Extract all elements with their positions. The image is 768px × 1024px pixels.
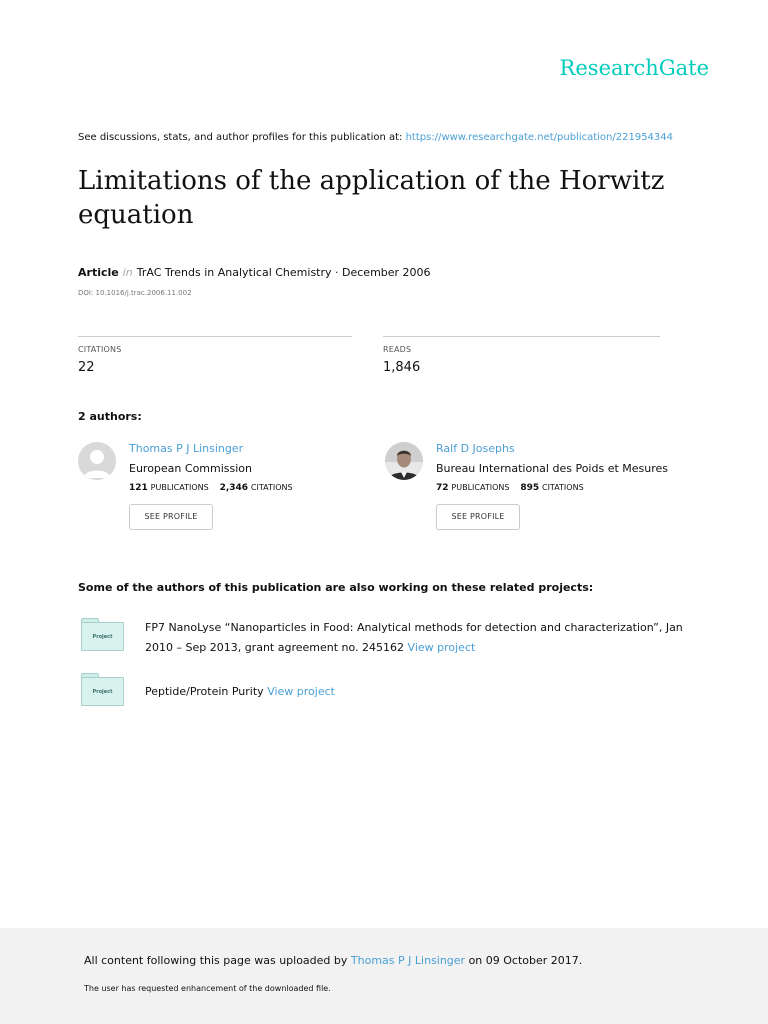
author-citations-label: CITATIONS — [250, 483, 293, 492]
author-photo[interactable] — [385, 442, 423, 480]
projects-heading: Some of the authors of this publication are also working on these related projects: — [78, 581, 594, 594]
author-publications-label: PUBLICATIONS — [451, 483, 510, 492]
researchgate-logo: ResearchGate — [559, 56, 709, 80]
publication-title: Limitations of the application of the Horwitz equation — [78, 166, 665, 230]
publication-meta — [78, 266, 431, 279]
author-publications-label: PUBLICATIONS — [150, 483, 209, 492]
authors-heading: 2 authors: — [78, 410, 142, 423]
citations-label: CITATIONS — [78, 345, 122, 354]
author-citations-count: 2,346 — [219, 483, 249, 493]
publication-type: Article — [78, 266, 119, 279]
project-icon-label: Project — [81, 677, 124, 706]
citations-stat — [78, 336, 352, 375]
upload-line — [84, 954, 582, 967]
journal-date: TrAC Trends in Analytical Chemistry · December 2006 — [136, 266, 431, 279]
see-profile-button[interactable]: SEE PROFILE — [436, 504, 520, 530]
author-stats — [436, 483, 668, 493]
project-description — [145, 618, 690, 658]
project-title: Peptide/Protein Purity — [145, 685, 264, 698]
project-title: FP7 NanoLyse “Nanoparticles in Food: Analytical methods for detection and characterization”, Jan 2010 – Sep 2013, grant agreement no. 245162 — [145, 621, 683, 654]
upload-prefix: All content following this page was uploaded by — [84, 954, 348, 967]
author-citations-label: CITATIONS — [541, 483, 584, 492]
project-folder-icon[interactable] — [81, 673, 124, 706]
project-item — [78, 618, 698, 660]
reads-stat — [383, 336, 660, 375]
enhancement-note: The user has requested enhancement of the downloaded file. — [84, 984, 331, 993]
author-publications-count: 121 — [129, 483, 148, 493]
project-icon-label: Project — [81, 622, 124, 651]
upload-suffix: on 09 October 2017. — [468, 954, 583, 967]
project-item — [78, 673, 698, 707]
author-name-link[interactable]: Thomas P J Linsinger — [129, 442, 244, 455]
reads-value: 1,846 — [383, 360, 421, 375]
author-institution: Bureau International des Poids et Mesures — [436, 462, 669, 475]
in-word: in — [122, 266, 133, 279]
project-description — [145, 682, 690, 702]
project-folder-icon[interactable] — [81, 618, 124, 651]
view-project-link[interactable]: View project — [407, 641, 476, 654]
doi: DOI: 10.1016/j.trac.2006.11.002 — [78, 289, 192, 297]
discussion-text: See discussions, stats, and author profiles for this publication at: — [78, 132, 403, 143]
publication-url-link[interactable]: https://www.researchgate.net/publication/221954344 — [405, 132, 674, 143]
citations-value: 22 — [78, 360, 95, 375]
discussion-line — [78, 132, 673, 143]
user-silhouette-icon[interactable] — [78, 442, 116, 480]
author-institution: European Commission — [129, 462, 253, 475]
author-publications-count: 72 — [436, 483, 449, 493]
uploader-link[interactable]: Thomas P J Linsinger — [350, 954, 466, 967]
author-stats — [129, 483, 301, 493]
see-profile-button[interactable]: SEE PROFILE — [129, 504, 213, 530]
download-footer — [0, 928, 768, 1024]
author-name-link[interactable]: Ralf D Josephs — [436, 442, 515, 455]
author-citations-count: 895 — [520, 483, 540, 493]
reads-label: READS — [383, 345, 412, 354]
view-project-link[interactable]: View project — [267, 685, 335, 698]
